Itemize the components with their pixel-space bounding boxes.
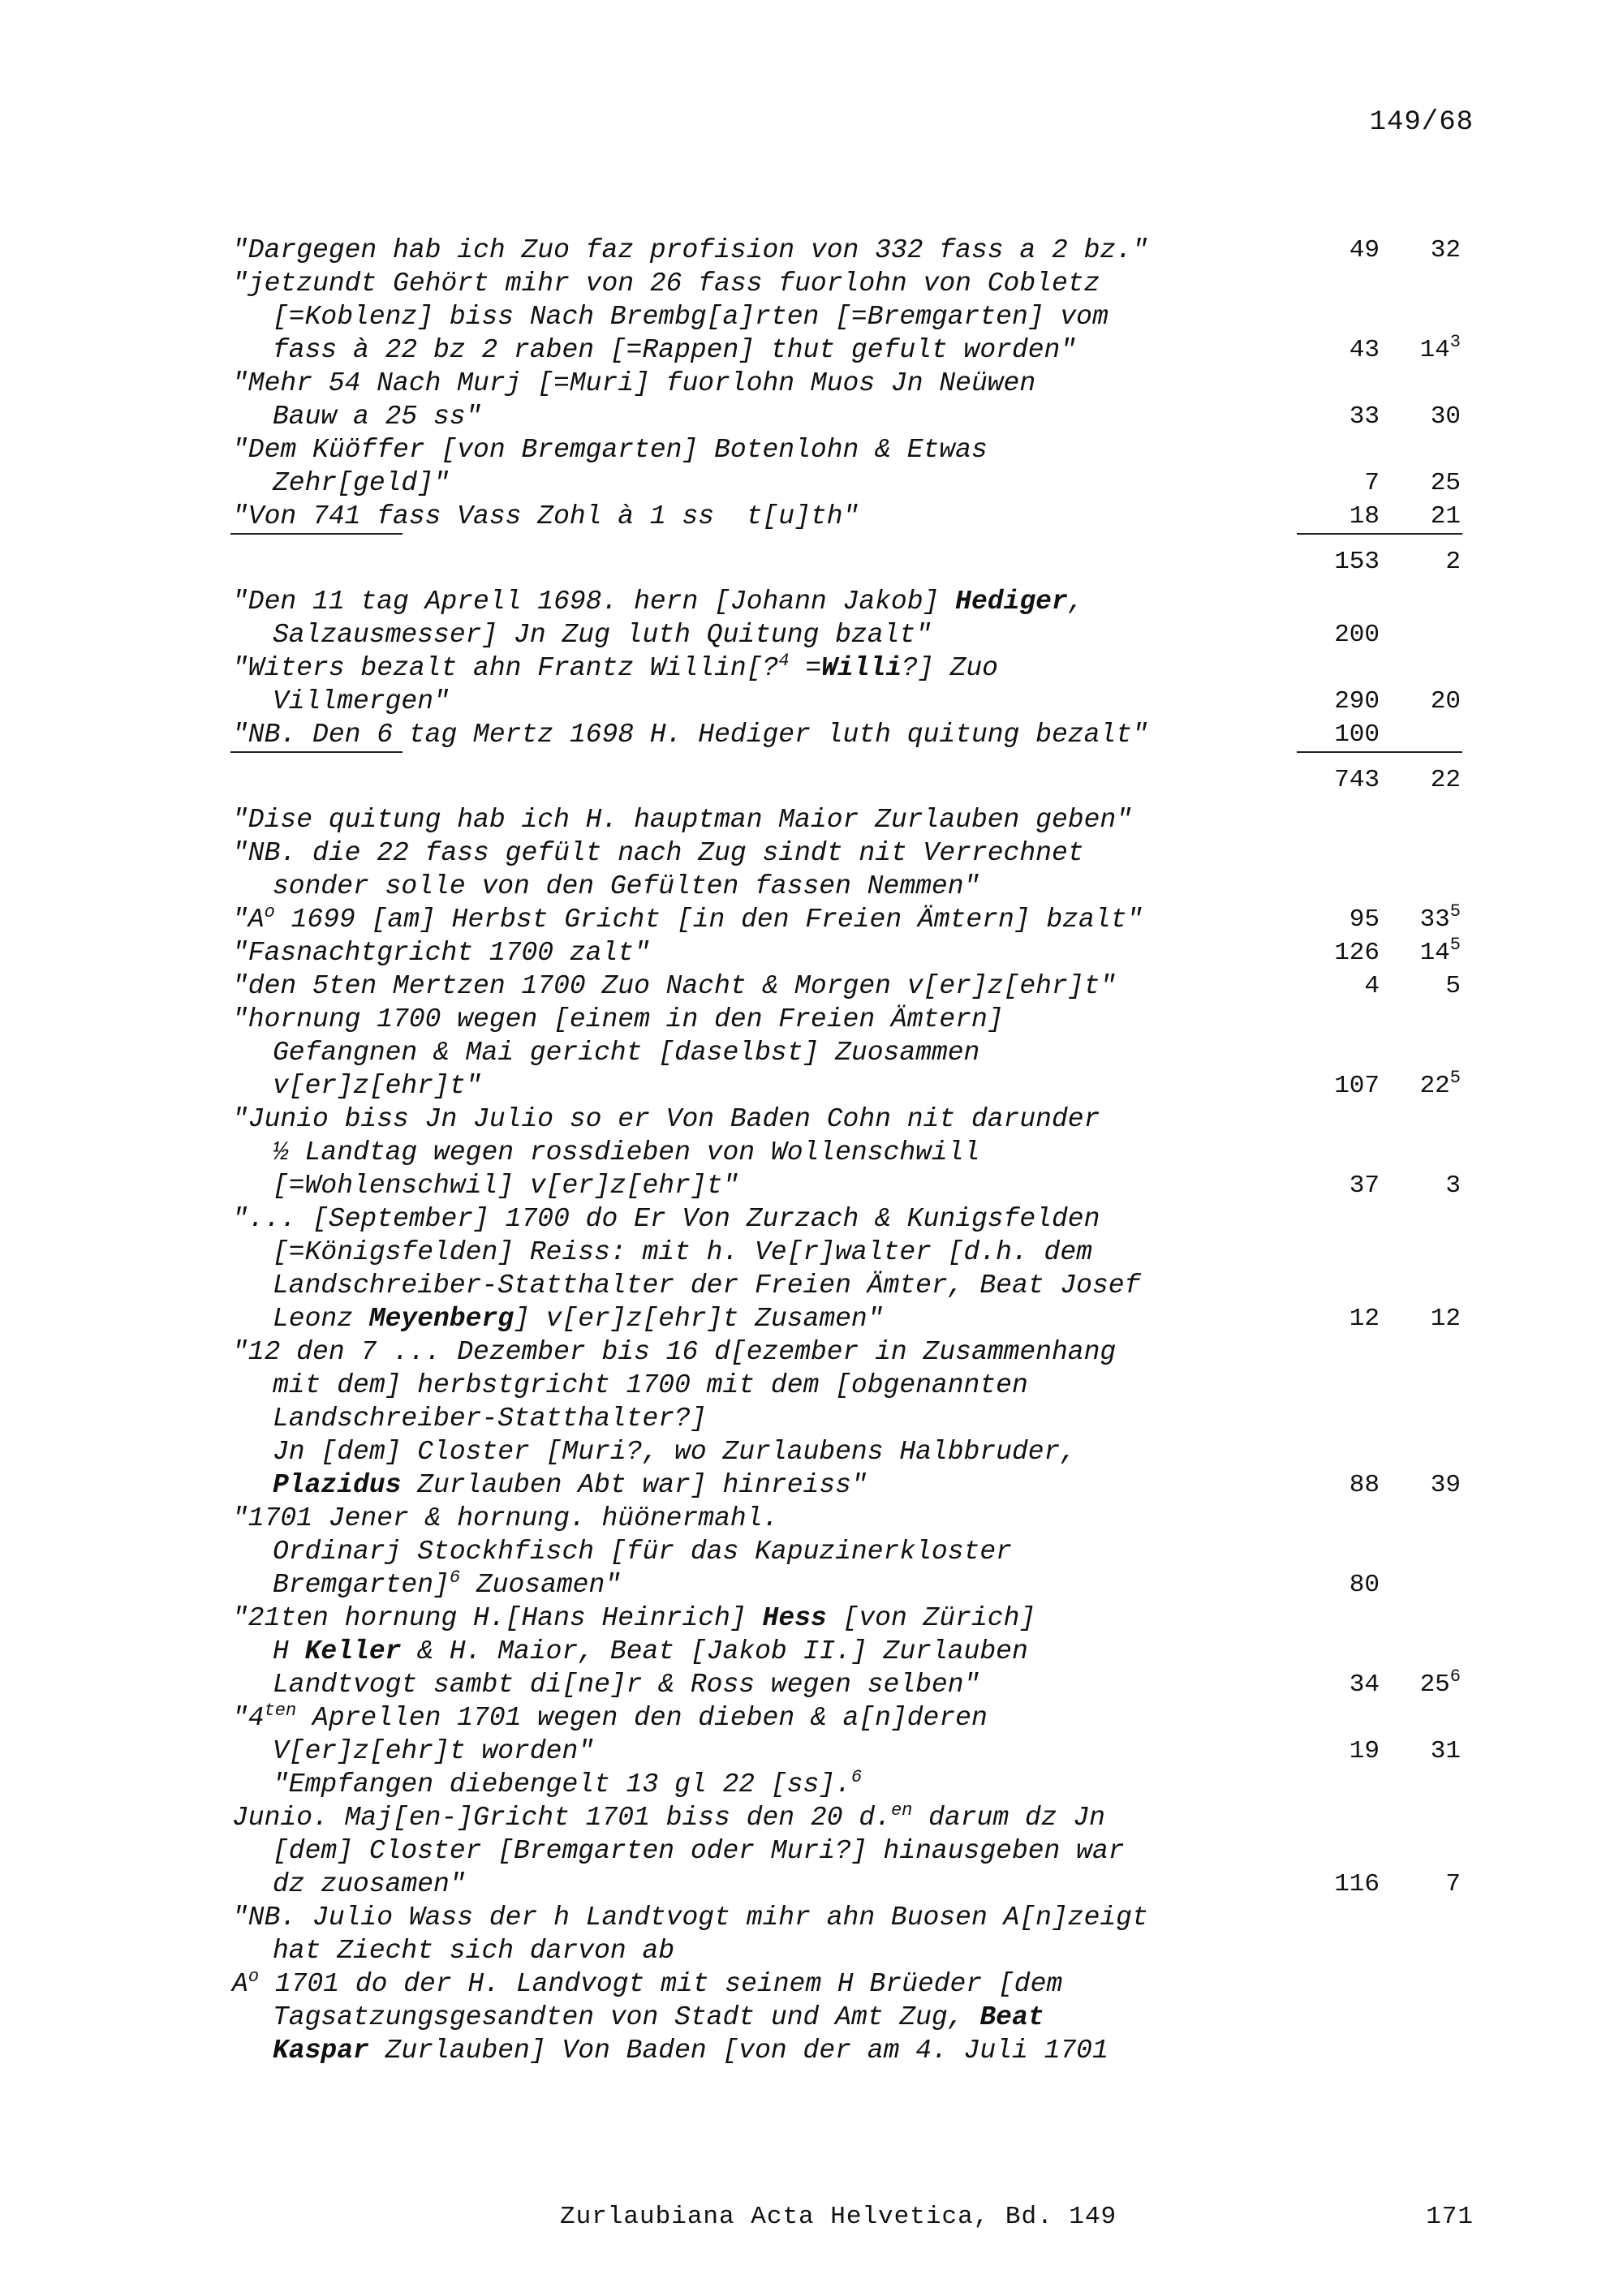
footer-page-number: 171 [1426,2203,1474,2231]
entry-text: dz zuosamen" [273,1869,466,1899]
amount-schilling: 21 [1430,502,1461,531]
ledger-entry [232,1602,1474,1635]
entry-text: "Fasnachtgricht 1700 zalt" [232,938,650,968]
ledger-entry [232,500,1474,533]
ledger-entry-continuation [232,300,1474,333]
amount-schilling [1380,936,1461,970]
entry-text [232,1801,1279,1834]
amount-value: 33 [1419,905,1450,934]
name-bold: Plazidus [273,1470,402,1500]
entry-text [232,1602,1279,1635]
ledger-entry-continuation [232,2034,1474,2067]
text-part: "4 [232,1703,265,1733]
entry-text: "Dise quitung hab ich H. hauptman Maior Zurlauben geben" [232,805,1132,835]
entry-text: "den 5ten Mertzen 1700 Zuo Nacht & Morgen v[er]z[ehr]t" [232,971,1117,1001]
entry-text [232,2034,1279,2067]
text-part: "A [232,905,265,935]
amount-schilling: 5 [1445,972,1461,1000]
amount-gulden: 126 [1334,939,1380,967]
superscript: ten [264,1701,297,1721]
ledger-entry-continuation [232,870,1474,903]
footnote-marker: 3 [1449,332,1461,352]
ledger-entry-continuation [232,1934,1474,1967]
entry-text: "hornung 1700 wegen [einem in den Freien Ämtern] [232,1004,1004,1034]
amount-schilling: 31 [1430,1737,1461,1765]
amount-gulden: 18 [1349,502,1380,531]
text-part: Zurlauben Abt war] hinreiss" [401,1470,867,1500]
entry-text [232,1701,1279,1735]
amount-gulden: 88 [1349,1471,1380,1499]
entry-text: Zehr[geld]" [273,468,450,498]
amount-schilling [1380,903,1461,936]
text-part: = [789,653,822,683]
amount-gulden: 37 [1349,1172,1380,1200]
footnote-marker: 5 [1449,901,1461,922]
subtotal-schilling: 2 [1445,548,1461,576]
text-part: Tagsatzungsgesandten von Stadt und Amt Zug, [273,2002,980,2032]
ledger-entry [232,970,1474,1003]
amount-gulden: 116 [1334,1870,1380,1898]
ledger-entry-continuation [232,1169,1474,1202]
ledger-note [232,1768,1474,1801]
entry-text: "Junio biss Jn Julio so er Von Baden Cohn nit darunder [232,1104,1100,1134]
entry-text: [=Königsfelden] Reiss: mit h. Ve[r]walter [d.h. dem [273,1237,1092,1267]
entry-text: hat Ziecht sich darvon ab [273,1936,675,1966]
entry-text: Bauw a 25 ss" [273,402,482,432]
text-part: Aprellen 1701 wegen den dieben & a[n]deren [296,1703,988,1733]
ledger-entry [232,1202,1474,1236]
text-part: Leonz [273,1304,369,1334]
amount-schilling: 25 [1430,469,1461,497]
footnote-marker: 6 [449,1567,461,1588]
amount-gulden: 290 [1334,687,1380,716]
entry-text: Landschreiber-Statthalter?] [273,1404,707,1434]
ledger-entry [232,585,1474,618]
ledger-entry-continuation [232,1668,1474,1701]
amount-value: 14 [1419,939,1450,967]
entry-text: "NB. Julio Wass der h Landtvogt mihr ahn Buosen A[n]zeigt [232,1903,1148,1933]
entry-text [232,1302,1279,1335]
superscript: en [890,1800,913,1821]
entry-text: ½ Landtag wegen rossdieben von Wollenschwill [273,1137,980,1167]
ledger-entry [232,718,1474,751]
amount-gulden: 49 [1349,236,1380,264]
text-part: "Den 11 tag Aprell 1698. hern [Johann Jakob] [232,587,956,617]
ledger-entry-continuation [232,400,1474,433]
ledger-entry-continuation [232,1269,1474,1302]
entry-text: fass à 22 bz 2 raben [=Rappen] thut gefult worden" [273,335,1077,365]
ledger-entry [232,267,1474,300]
entry-text [232,903,1279,936]
ledger-entry-continuation [232,467,1474,500]
entry-text [232,651,1279,685]
entry-text: "Dargegen hab ich Zuo faz profision von 332 fass a 2 bz." [232,235,1148,265]
amount-gulden: 7 [1364,469,1380,497]
text-part: Zurlauben] Von Baden [von der am 4. Juli 1701 [368,2036,1109,2066]
amount-gulden: 12 [1349,1305,1380,1333]
amount-value: 22 [1419,1072,1450,1100]
text-part: Zuosamen" [460,1570,622,1600]
entry-text [232,1468,1279,1502]
ledger-entry [232,651,1474,685]
text-part: ?] Zuo [902,653,998,683]
ledger-entry-continuation [232,1236,1474,1269]
ledger-entry-continuation [232,1635,1474,1668]
text-part: H [273,1636,305,1666]
ledger-entry [232,803,1474,836]
ledger-entry [232,836,1474,870]
entry-text: sonder solle von den Gefülten fassen Nemmen" [273,871,980,901]
entry-text: "1701 Jener & hornung. hüönermahl. [232,1503,779,1533]
ledger-entry [232,1003,1474,1036]
entry-text: "NB. Den 6 tag Mertz 1698 H. Hediger luth quitung bezalt" [232,720,1148,750]
entry-text: Landschreiber-Statthalter der Freien Ämter, Beat Josef [273,1271,1141,1301]
amount-value: 14 [1419,336,1450,364]
entry-text: Salzausmesser] Jn Zug luth Quitung bzalt" [273,620,932,650]
subtotal-gulden: 743 [1334,766,1380,794]
text-part: darum dz Jn [912,1803,1105,1833]
entry-text [232,1635,1279,1668]
subtotal-gulden: 153 [1334,548,1380,576]
name-bold: Beat [979,2002,1044,2032]
amount-gulden: 200 [1334,621,1380,649]
text-part: Bremgarten] [273,1570,450,1600]
ledger-entry-continuation [232,2001,1474,2034]
ledger-table [232,234,1474,2067]
name-bold: Kaspar [273,2036,369,2066]
ledger-entry [232,1103,1474,1136]
entry-text: "Mehr 54 Nach Murj [=Muri] fuorlohn Muos Jn Neüwen [232,368,1036,398]
ledger-entry [232,1502,1474,1535]
name-bold: Meyenberg [368,1304,514,1334]
entry-text: "NB. die 22 fass gefült nach Zug sindt nit Verrechnet [232,838,1084,868]
entry-text: "12 den 7 ... Dezember bis 16 d[ezember in Zusammenhang [232,1337,1117,1367]
entry-text: mit dem] herbstgricht 1700 mit dem [obgenannten [273,1370,1028,1400]
amount-schilling: 32 [1430,236,1461,264]
footnote-marker: 5 [1449,1068,1461,1088]
amount-gulden: 43 [1349,336,1380,364]
amount-gulden: 100 [1334,720,1380,749]
amount-schilling [1380,333,1461,367]
amount-gulden: 33 [1349,402,1380,431]
entry-text: V[er]z[ehr]t worden" [273,1736,595,1766]
ledger-entry-continuation [232,1735,1474,1768]
entry-text: [dem] Closter [Bremgarten oder Muri?] hinausgeben war [273,1836,1125,1866]
footnote-marker: 5 [1449,935,1461,955]
entry-text: v[er]z[ehr]t" [273,1071,482,1101]
text-part: & H. Maior, Beat [Jakob II.] Zurlauben [401,1636,1028,1666]
ledger-entry-continuation [232,1568,1474,1602]
entry-text: "jetzundt Gehört mihr von 26 fass fuorlohn von Cobletz [232,269,1100,299]
text-part: 1701 do der H. Landvogt mit seinem H Brüeder [dem [259,1969,1063,1999]
ledger-entry-continuation [232,1402,1474,1435]
ledger-entry-continuation [232,1136,1474,1169]
entry-text [232,1967,1279,2001]
footnote-marker: 6 [850,1767,863,1787]
text-part: ] v[er]z[ehr]t Zusamen" [514,1304,884,1334]
footnote-marker: 4 [778,651,790,671]
ledger-entry-continuation [232,1468,1474,1502]
ledger-entry-continuation [232,333,1474,367]
entry-text: Villmergen" [273,686,450,716]
amount-gulden: 95 [1349,905,1380,934]
amount-schilling: 3 [1445,1172,1461,1200]
entry-text: "Von 741 fass Vass Zohl à 1 ss t[u]th" [232,501,859,531]
entry-text: Ordinarj Stockhfisch [für das Kapuzinerkloster [273,1537,1012,1567]
text-part: "Empfangen diebengelt 13 gl 22 [ss]. [273,1769,851,1799]
text-part: 1699 [am] Herbst Gricht [in den Freien Ämtern] bzalt" [274,905,1143,935]
amount-gulden: 4 [1364,972,1380,1000]
name-bold: Keller [304,1636,402,1666]
name-bold: Hediger [955,587,1068,617]
entry-text: [=Koblenz] biss Nach Brembg[a]rten [=Bremgarten] vom [273,302,1109,332]
page-reference: 149/68 [1369,107,1474,138]
subtotal-row [232,751,1474,803]
ledger-entry-continuation [232,1435,1474,1468]
ledger-entry [232,433,1474,467]
entry-text: Gefangnen & Mai gericht [daselbst] Zuosammen [273,1038,980,1068]
name-bold: Willi [821,653,902,683]
amount-schilling: 20 [1430,687,1461,716]
amount-schilling: 30 [1430,402,1461,431]
entry-text: Landtvogt sambt di[ne]r & Ross wegen selben" [273,1670,980,1700]
text-part: "21ten hornung H.[Hans Heinrich] [232,1603,763,1633]
subtotal-schilling: 22 [1430,766,1461,794]
text-part: , [1067,587,1084,617]
ledger-entry [232,903,1474,936]
text-part: A [232,1969,248,1999]
entry-text: "... [September] 1700 do Er Von Zurzach & Kunigsfelden [232,1204,1100,1234]
entry-text: "Dem Küöffer [von Bremgarten] Botenlohn & Etwas [232,435,988,465]
ledger-entry [232,936,1474,970]
entry-text [232,2001,1279,2034]
text-part: Junio. Maj[en-]Gricht 1701 biss den 20 d. [232,1803,891,1833]
ledger-entry-continuation [232,1834,1474,1868]
amount-schilling: 39 [1430,1471,1461,1499]
ledger-entry [232,234,1474,267]
superscript: o [248,1967,260,1987]
entry-text: [=Wohlenschwil] v[er]z[ehr]t" [273,1171,739,1201]
text-part: [von Zürich] [826,1603,1036,1633]
ledger-entry-continuation [232,1302,1474,1335]
ledger-entry-continuation [232,1535,1474,1568]
entry-text [232,1568,1279,1602]
footer-publication-title: Zurlaubiana Acta Helvetica, Bd. 149 [560,2203,1117,2231]
amount-gulden: 107 [1334,1072,1380,1100]
ledger-entry [232,367,1474,400]
ledger-entry-continuation [232,685,1474,718]
amount-gulden: 34 [1349,1670,1380,1699]
amount-value: 25 [1419,1670,1450,1699]
amount-gulden: 80 [1349,1571,1380,1599]
footnote-marker: 6 [1449,1666,1461,1687]
ledger-entry [232,1701,1474,1735]
superscript: o [264,902,275,922]
entry-text: Jn [dem] Closter [Muri?, wo Zurlaubens Halbbruder, [273,1437,1077,1467]
ledger-entry [232,1335,1474,1369]
subtotal-row [232,533,1474,585]
amount-schilling: 12 [1430,1305,1461,1333]
ledger-entry-continuation [232,1868,1474,1901]
ledger-entry-continuation [232,618,1474,651]
entry-text [232,585,1279,618]
entry-text [232,1768,1279,1801]
amount-gulden: 19 [1349,1737,1380,1765]
amount-schilling [1380,1069,1461,1103]
amount-schilling [1380,1668,1461,1701]
ledger-entry [232,1801,1474,1834]
amount-schilling: 7 [1445,1870,1461,1898]
ledger-entry-continuation [232,1369,1474,1402]
ledger-entry-continuation [232,1069,1474,1103]
text-part: "Witers bezalt ahn Frantz Willin[? [232,653,779,683]
ledger-entry-continuation [232,1036,1474,1069]
name-bold: Hess [762,1603,827,1633]
ledger-entry [232,1967,1474,2001]
ledger-entry [232,1901,1474,1934]
